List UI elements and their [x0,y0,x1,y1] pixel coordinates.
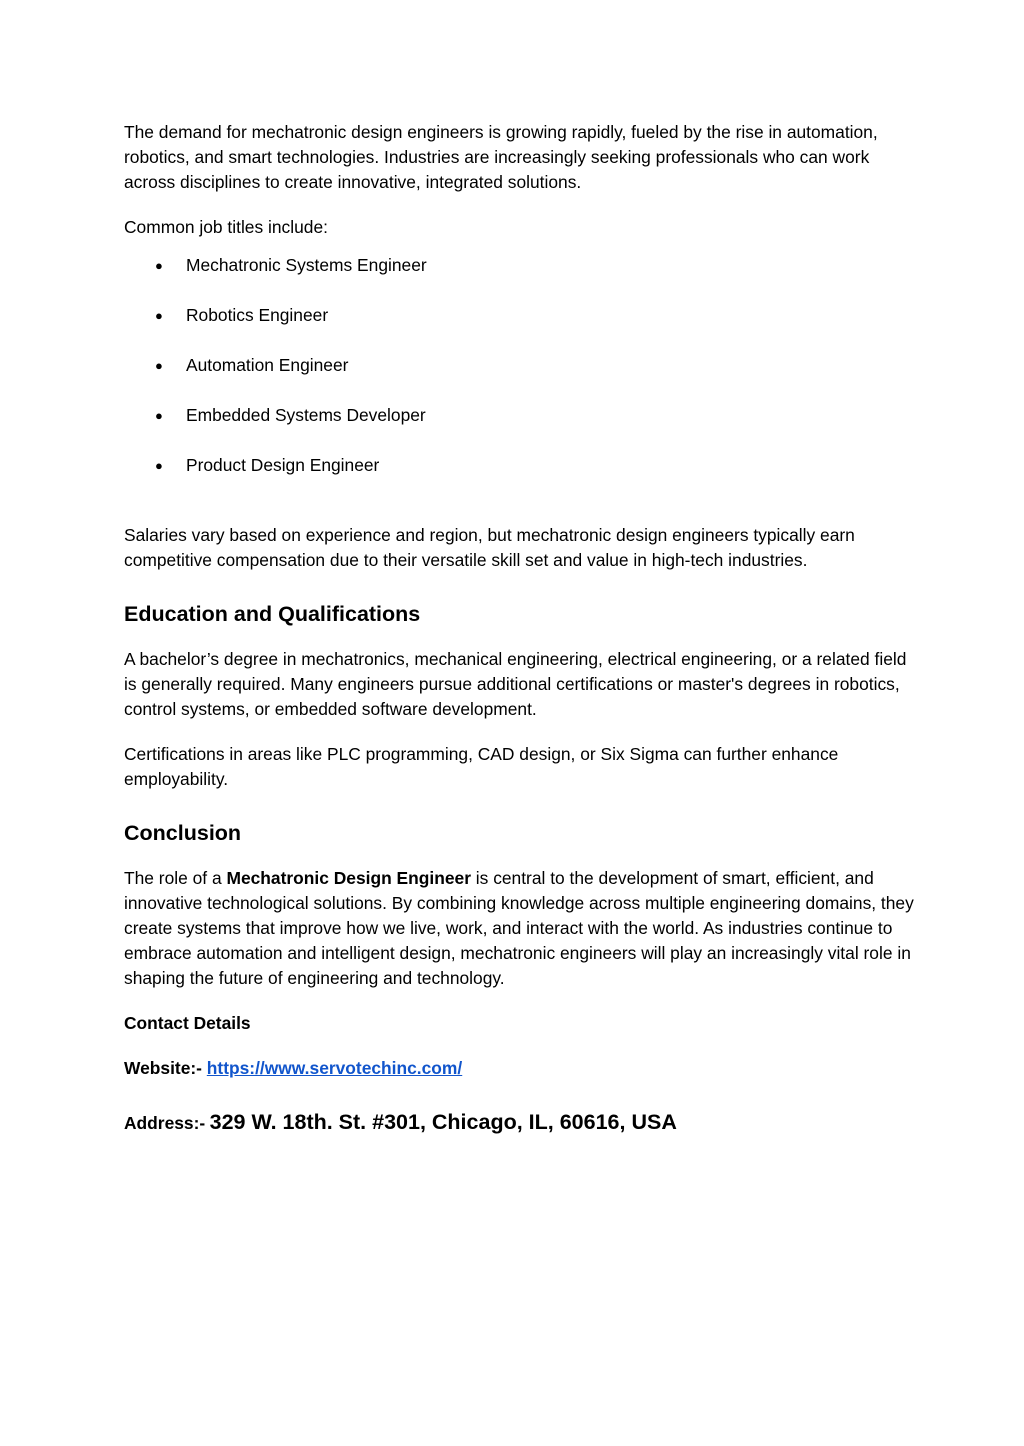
conclusion-text-after: is central to the development of smart, efficient, and innovative technological solutions. By combining knowledge across multiple engineering domains, they create systems that improve how we live, work, and interact with the world. As industries continue to embrace automation and intelligent design, mechatronic engineers will play an increasingly vital role in shaping the future of engineering and technology. [124,868,914,988]
intro-paragraph: The demand for mechatronic design engineers is growing rapidly, fueled by the rise in automation, robotics, and smart technologies. Industries are increasingly seeking professionals who can work across disciplines to create innovative, integrated solutions. [124,122,878,192]
list-item [124,353,914,378]
conclusion-text-before: The role of a [124,868,227,888]
bullet-icon: ● [155,258,163,273]
document-page [124,120,914,1140]
job-title: Robotics Engineer [186,305,329,325]
job-title: Automation Engineer [186,355,349,375]
conclusion-heading: Conclusion [124,821,242,845]
list-item [124,303,914,328]
bullet-icon: ● [155,458,163,473]
address-value: 329 W. 18th. St. #301, Chicago, IL, 60616, USA [209,1110,677,1134]
education-paragraph-1: A bachelor’s degree in mechatronics, mechanical engineering, electrical engineering, or a related field is generally required. Many engineers pursue additional certifications or master's degrees in robotics, control systems, or embedded software development. [124,649,907,719]
address-label: Address:- [124,1113,206,1133]
bullet-icon: ● [155,408,163,423]
address-line [124,1107,914,1140]
bullet-icon: ● [155,358,163,373]
list-item [124,453,914,478]
education-heading: Education and Qualifications [124,602,421,626]
conclusion-paragraph [124,866,914,991]
website-line [124,1056,914,1081]
conclusion-bold-term: Mechatronic Design Engineer [226,868,471,888]
job-title: Mechatronic Systems Engineer [186,255,427,275]
bullet-icon: ● [155,308,163,323]
contact-details-title: Contact Details [124,1013,251,1033]
job-titles-label: Common job titles include: [124,217,328,237]
list-item [124,403,914,428]
job-title: Product Design Engineer [186,455,380,475]
list-item [124,253,914,278]
job-title: Embedded Systems Developer [186,405,426,425]
website-label: Website:- [124,1058,202,1078]
job-titles-list [124,253,914,478]
salary-paragraph: Salaries vary based on experience and region, but mechatronic design engineers typically earn competitive compensation due to their versatile skill set and value in high-tech industries. [124,525,855,570]
website-link[interactable]: https://www.servotechinc.com/ [206,1058,463,1078]
education-paragraph-2: Certifications in areas like PLC programming, CAD design, or Six Sigma can further enhance employability. [124,744,839,789]
